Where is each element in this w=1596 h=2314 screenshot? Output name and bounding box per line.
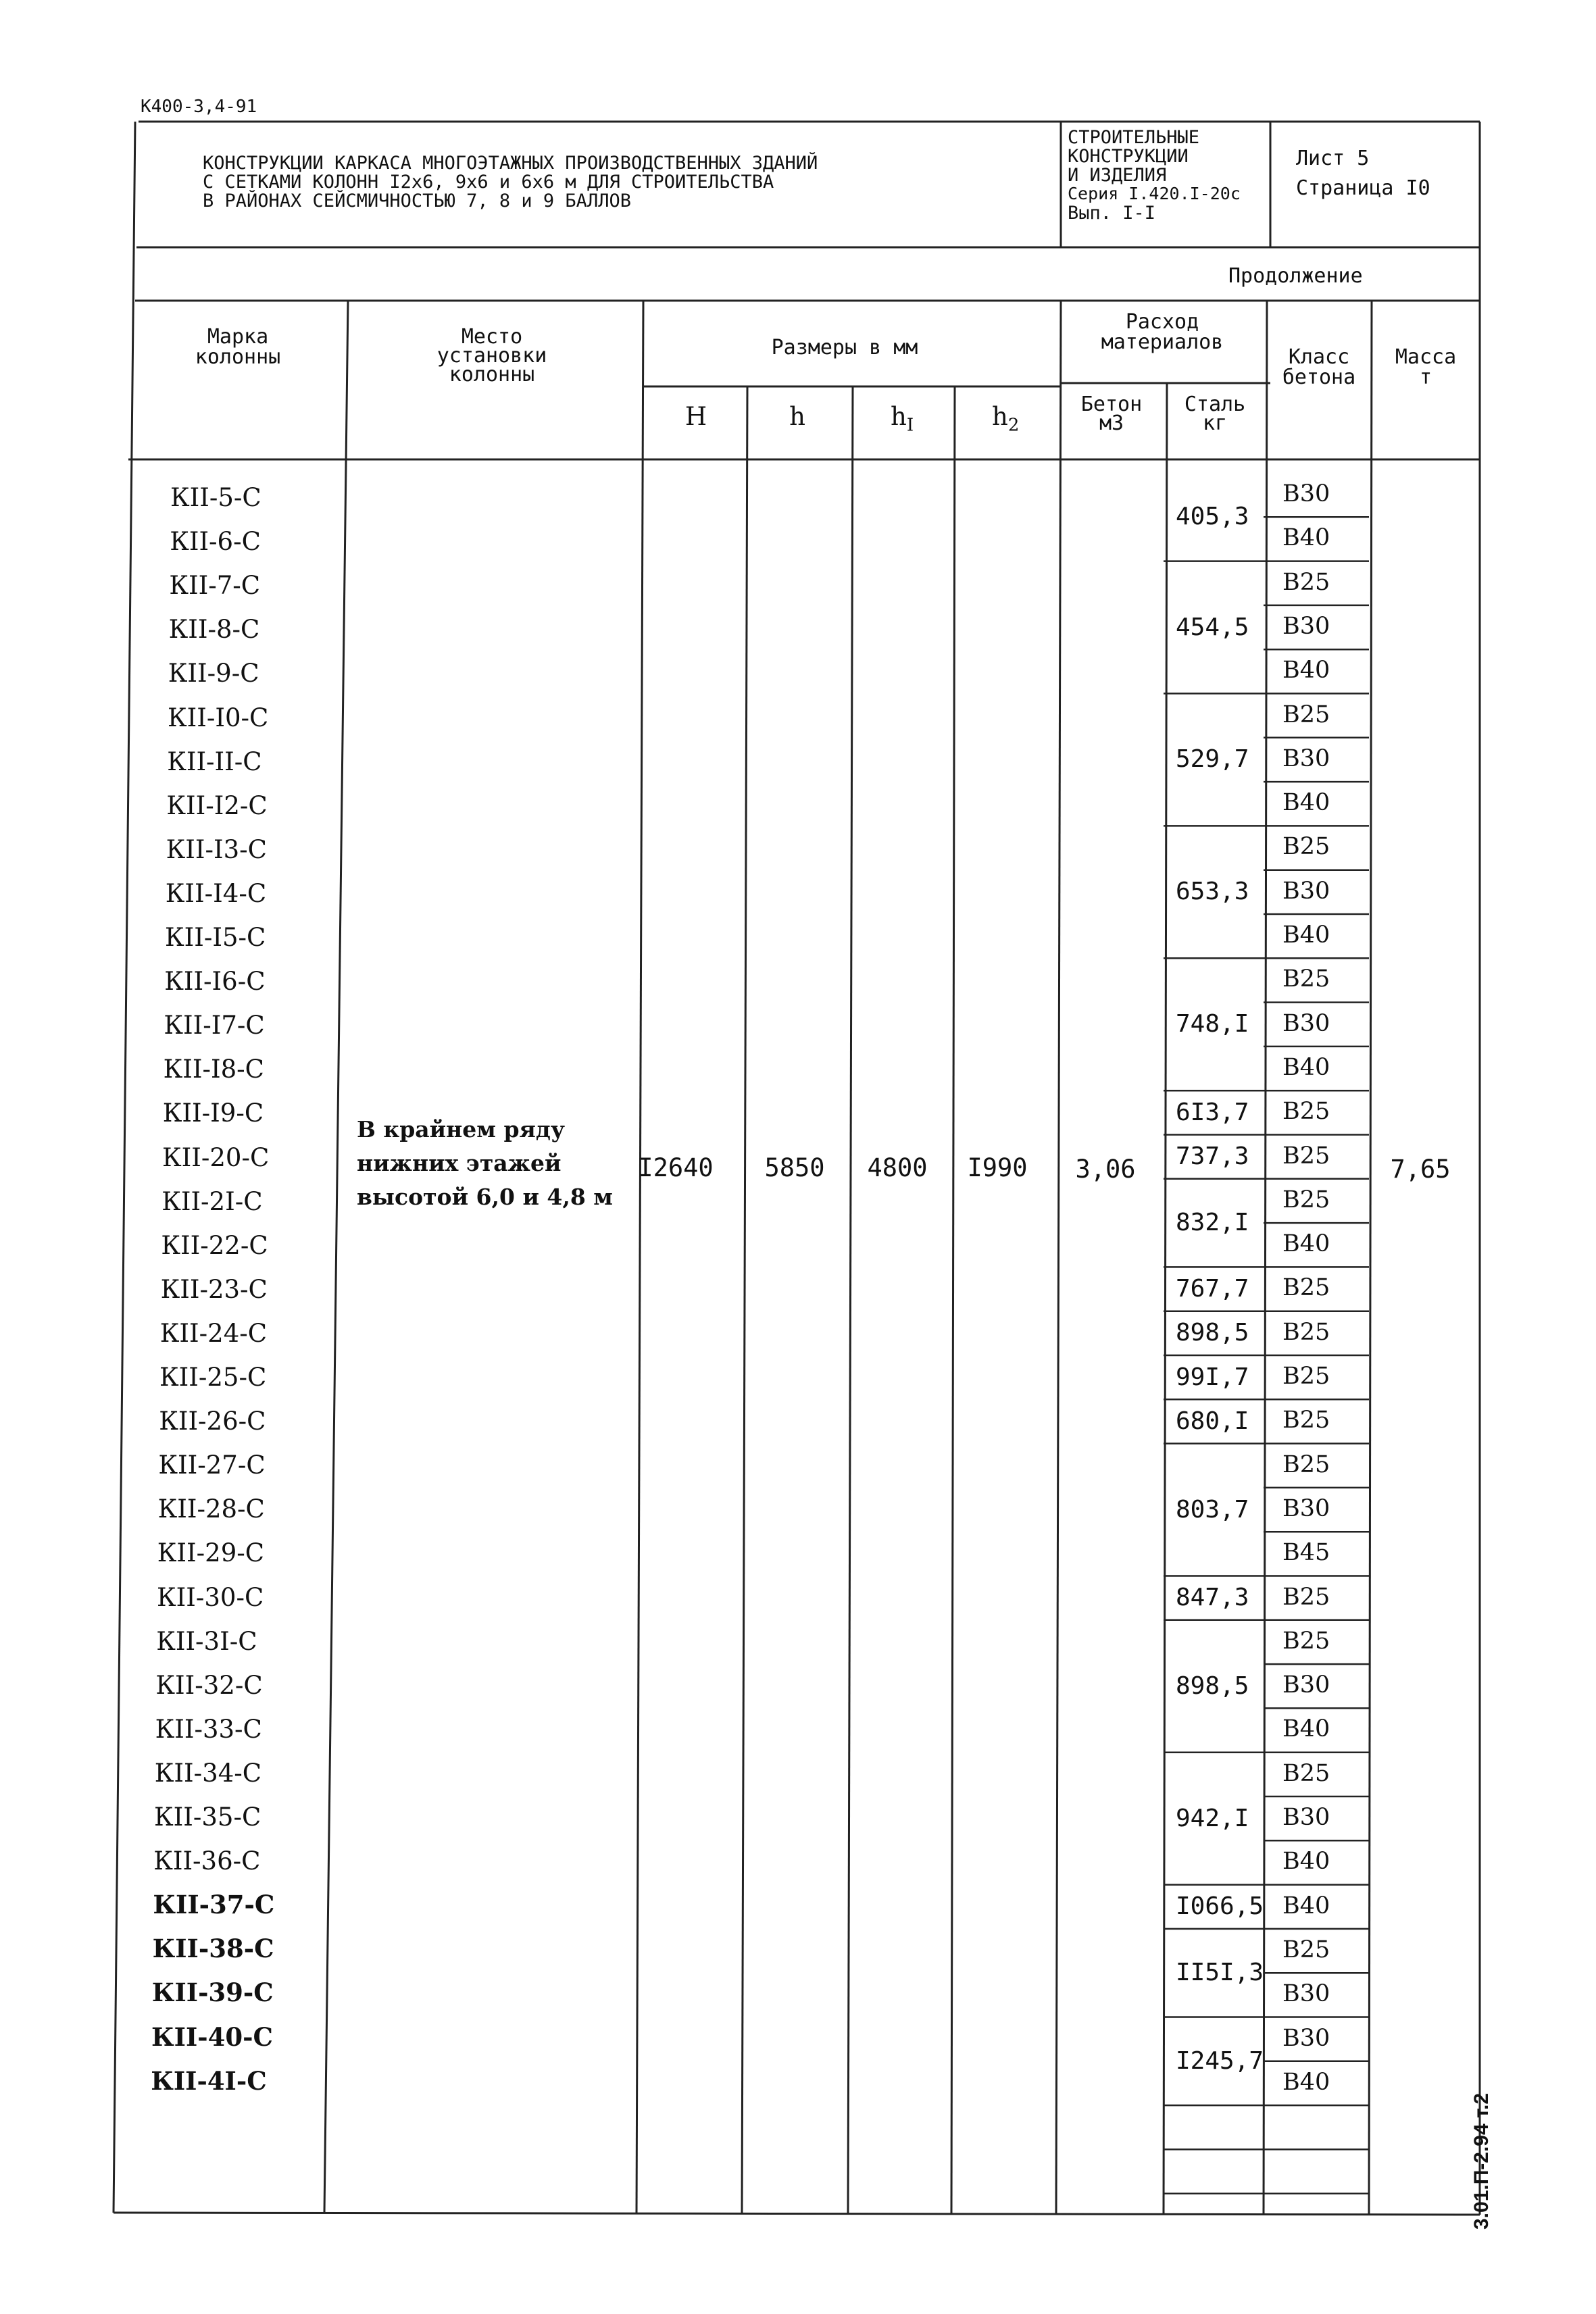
header-class-1: Класс xyxy=(1288,345,1350,369)
column-mark: КII-36-С xyxy=(153,1846,261,1876)
column-mark: КII-8-С xyxy=(168,615,260,645)
concrete-class: В30 xyxy=(1282,480,1330,507)
header-place-2: установки xyxy=(437,344,547,368)
concrete-class: В40 xyxy=(1282,1892,1330,1919)
steel-value: 767,7 xyxy=(1176,1275,1249,1303)
steel-value: I245,7 xyxy=(1176,2046,1264,2075)
header-materials-2: материалов xyxy=(1101,330,1224,354)
concrete-class: В30 xyxy=(1282,1980,1330,2008)
header-materials-1: Расход xyxy=(1125,310,1199,334)
series-issue: Вып. I-I xyxy=(1068,203,1156,224)
concrete-class: В25 xyxy=(1282,1759,1330,1787)
header-H: H xyxy=(684,402,707,431)
concrete-class: В40 xyxy=(1282,524,1330,552)
concrete-class: В25 xyxy=(1282,1936,1330,1963)
steel-value: 942,I xyxy=(1176,1804,1249,1832)
steel-value: 748,I xyxy=(1176,1010,1249,1038)
header-mass-1: Масса xyxy=(1395,345,1457,369)
steel-value: 454,5 xyxy=(1176,613,1249,641)
concrete-class: В25 xyxy=(1282,965,1330,993)
column-mark: КII-I4-С xyxy=(165,878,267,908)
steel-value: 529,7 xyxy=(1176,745,1249,774)
value-h2: I990 xyxy=(967,1153,1028,1182)
title-line-3: В РАЙОНАХ СЕЙСМИЧНОСТЬЮ 7, 8 и 9 БАЛЛОВ xyxy=(203,191,631,211)
value-mass: 7,65 xyxy=(1390,1155,1451,1184)
column-mark: КII-5-С xyxy=(170,483,261,512)
column-mark: КII-24-С xyxy=(159,1318,268,1348)
concrete-class: В30 xyxy=(1282,1804,1330,1831)
header-concrete-2: м3 xyxy=(1099,411,1124,435)
concrete-class: В25 xyxy=(1282,1627,1330,1655)
document-code: К400-3,4-91 xyxy=(141,97,257,117)
continuation-label: Продолжение xyxy=(1228,264,1363,288)
header-mass-2: т xyxy=(1419,366,1432,389)
column-mark: КII-37-С xyxy=(153,1890,275,1920)
column-mark: КII-I5-С xyxy=(165,923,266,952)
column-mark: КII-23-С xyxy=(160,1274,268,1304)
concrete-class: В30 xyxy=(1282,612,1330,640)
column-mark: КII-I0-С xyxy=(168,703,269,732)
column-mark: КII-I3-С xyxy=(166,834,267,864)
concrete-class: В40 xyxy=(1282,1053,1330,1081)
concrete-class: В40 xyxy=(1282,789,1330,817)
value-H: I2640 xyxy=(638,1153,714,1182)
series-line-3: И ИЗДЕЛИЯ xyxy=(1068,165,1167,186)
concrete-class: В40 xyxy=(1282,922,1330,949)
header-sizes: Размеры в мм xyxy=(771,336,918,359)
column-mark: КII-20-С xyxy=(162,1142,270,1172)
concrete-class: В40 xyxy=(1282,657,1330,684)
steel-value: 653,3 xyxy=(1176,878,1249,906)
title-line-2: С СЕТКАМИ КОЛОНН I2x6, 9x6 и 6x6 м ДЛЯ СТРОИТЕЛЬСТВА xyxy=(203,172,774,193)
concrete-class: В25 xyxy=(1282,1451,1330,1478)
steel-value: 832,I xyxy=(1176,1209,1249,1237)
concrete-class: В25 xyxy=(1282,1186,1330,1213)
column-mark: КII-26-С xyxy=(159,1407,266,1436)
concrete-class: В30 xyxy=(1282,1671,1330,1699)
column-mark: КII-22-С xyxy=(161,1230,268,1260)
concrete-class: В25 xyxy=(1282,1098,1330,1126)
place-line-1: В крайнем ряду xyxy=(357,1116,566,1142)
header-steel-1: Сталь xyxy=(1184,393,1246,416)
column-mark: КII-9-С xyxy=(168,659,259,688)
concrete-class: В25 xyxy=(1282,701,1330,728)
column-mark: КII-4I-С xyxy=(151,2065,267,2096)
column-mark: КII-33-С xyxy=(155,1714,262,1744)
value-concrete: 3,06 xyxy=(1075,1155,1136,1184)
column-mark: КII-38-С xyxy=(152,1934,274,1964)
series-line-1: СТРОИТЕЛЬНЫЕ xyxy=(1068,127,1200,148)
value-h1: 4800 xyxy=(867,1153,928,1182)
column-mark: КII-2I-С xyxy=(161,1186,263,1216)
place-line-3: высотой 6,0 и 4,8 м xyxy=(357,1184,613,1210)
header-place-1: Место xyxy=(461,325,523,349)
steel-value: 6I3,7 xyxy=(1176,1098,1249,1126)
steel-value: I066,5 xyxy=(1176,1892,1264,1921)
steel-value: II5I,3 xyxy=(1176,1959,1264,1987)
concrete-class: В40 xyxy=(1282,1715,1330,1743)
concrete-class: В25 xyxy=(1282,1318,1330,1346)
concrete-class: В25 xyxy=(1282,1407,1330,1434)
concrete-class: В25 xyxy=(1282,1142,1330,1169)
concrete-class: В25 xyxy=(1282,1274,1330,1302)
header-h: h xyxy=(789,402,805,431)
concrete-class: В30 xyxy=(1282,2024,1330,2052)
column-mark: КII-30-С xyxy=(157,1582,264,1612)
series-number: Серия I.420.I-20с xyxy=(1068,184,1241,203)
concrete-class: В25 xyxy=(1282,1363,1330,1390)
column-mark: КII-6-С xyxy=(170,527,261,557)
header-mark-2: колонны xyxy=(195,345,281,369)
steel-value: 898,5 xyxy=(1176,1319,1249,1347)
header-concrete-1: Бетон xyxy=(1080,393,1143,416)
steel-value: 737,3 xyxy=(1176,1142,1249,1171)
header-steel-2: кг xyxy=(1202,411,1228,435)
column-mark: КII-27-С xyxy=(158,1451,266,1480)
header-h2: $h_2$ xyxy=(992,402,1020,436)
steel-value: 405,3 xyxy=(1176,503,1249,531)
title-line-1: КОНСТРУКЦИИ КАРКАСА МНОГОЭТАЖНЫХ ПРОИЗВОДСТВЕННЫХ ЗДАНИЙ xyxy=(203,153,818,174)
column-mark: КII-I8-С xyxy=(163,1055,264,1084)
header-h1: $h_I$ xyxy=(891,402,914,436)
concrete-class: В30 xyxy=(1282,877,1330,905)
concrete-class: В40 xyxy=(1282,1230,1330,1258)
column-mark: КII-35-С xyxy=(154,1803,261,1832)
page-label: Страница I0 xyxy=(1296,176,1430,200)
column-mark: КII-25-С xyxy=(159,1363,267,1392)
column-mark: КII-34-С xyxy=(154,1758,262,1788)
steel-value: 898,5 xyxy=(1176,1671,1249,1700)
header-place-3: колонны xyxy=(449,363,535,386)
concrete-class: В40 xyxy=(1282,2068,1330,2096)
series-line-2: КОНСТРУКЦИИ xyxy=(1068,146,1189,167)
header-class-2: бетона xyxy=(1282,366,1356,389)
place-line-2: нижних этажей xyxy=(357,1150,562,1176)
concrete-class: В30 xyxy=(1282,1009,1330,1037)
concrete-class: В40 xyxy=(1282,1848,1330,1876)
column-mark: КII-I9-С xyxy=(162,1099,264,1128)
value-h: 5850 xyxy=(764,1153,825,1182)
column-mark: КII-39-С xyxy=(151,1978,274,2008)
concrete-class: В25 xyxy=(1282,1583,1330,1611)
column-mark: КII-7-С xyxy=(169,571,261,601)
concrete-class: В30 xyxy=(1282,1494,1330,1522)
steel-value: 847,3 xyxy=(1176,1584,1249,1612)
column-mark: КII-I7-С xyxy=(164,1011,265,1040)
concrete-class: В45 xyxy=(1282,1539,1330,1567)
concrete-class: В30 xyxy=(1282,745,1330,772)
column-mark: КII-28-С xyxy=(157,1494,265,1524)
column-mark: КII-29-С xyxy=(157,1538,265,1568)
column-mark: КII-3I-С xyxy=(156,1626,257,1656)
side-stamp: 3.01.П-2.94 т.2 xyxy=(1470,2092,1493,2230)
column-mark: КII-II-С xyxy=(167,747,262,776)
header-mark-1: Марка xyxy=(207,325,269,349)
column-mark: КII-I2-С xyxy=(166,790,268,820)
column-mark: КII-I6-С xyxy=(164,967,266,997)
column-mark: КII-32-С xyxy=(155,1670,263,1700)
concrete-class: В25 xyxy=(1282,833,1330,861)
steel-value: 99I,7 xyxy=(1176,1363,1249,1391)
steel-value: 803,7 xyxy=(1176,1495,1249,1524)
sheet-label: Лист 5 xyxy=(1296,147,1370,170)
concrete-class: В25 xyxy=(1282,568,1330,596)
column-mark: КII-40-С xyxy=(151,2021,273,2052)
steel-value: 680,I xyxy=(1176,1407,1249,1435)
